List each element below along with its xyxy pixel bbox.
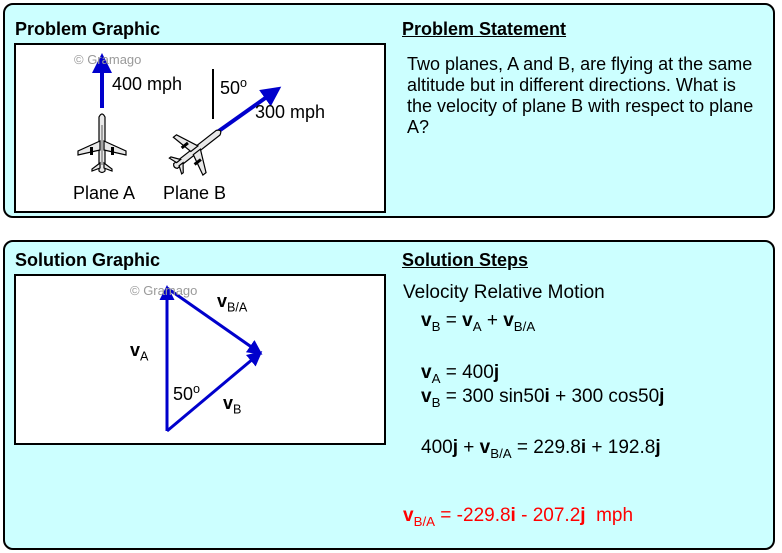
solution-title: Velocity Relative Motion	[403, 282, 605, 303]
vector-b-label: $v_B$	[223, 393, 242, 417]
vector-a-label: $v_A$	[130, 340, 149, 364]
solution-graphic-canvas	[14, 274, 386, 445]
angle-label: 50$^o$	[173, 382, 201, 404]
problem-statement-text: Two planes, A and B, are flying at the same altitude but in different directions. What is the velocity of plane B with respect to plane A?	[407, 54, 754, 137]
equation-substituted: $400j + v_{B/A} = 229.8i + 192.8j$	[421, 437, 661, 461]
vector-ba-label: $v_{B/A}$	[217, 291, 248, 315]
equation-va: $v_A = 400j$	[421, 362, 500, 386]
plane-a-icon	[78, 114, 126, 173]
equation-vb: $v_B = 300$ sin50i + 300 cos50j	[421, 386, 665, 410]
plane-a-speed-label: 400 mph	[112, 74, 183, 94]
plane-b-label: Plane B	[163, 183, 227, 203]
problem-watermark: © Gramago	[74, 52, 142, 67]
plane-a-label: Plane A	[73, 183, 136, 203]
answer-line: $v_{B/A} = -229.8i - 207.2j$ mph	[403, 505, 634, 529]
vector-triangle-diagram	[16, 276, 388, 447]
plane-b-speed-label: 300 mph	[255, 102, 326, 122]
solution-graphic-heading: Solution Graphic	[15, 250, 161, 270]
solution-watermark: © Gramago	[130, 283, 198, 298]
solution-steps-heading: Solution Steps	[402, 250, 528, 270]
problem-panel	[3, 3, 775, 218]
problem-graphic-canvas	[14, 43, 386, 213]
plane-b-angle-label: 50$^o$	[220, 76, 248, 98]
equation-relative-velocity: $v_B = v_A + v_{B/A}$	[421, 310, 536, 334]
solution-panel	[3, 240, 775, 550]
problem-statement-heading: Problem Statement	[402, 19, 567, 39]
plane-b-icon	[160, 112, 236, 186]
problem-graphic-heading: Problem Graphic	[15, 19, 161, 39]
